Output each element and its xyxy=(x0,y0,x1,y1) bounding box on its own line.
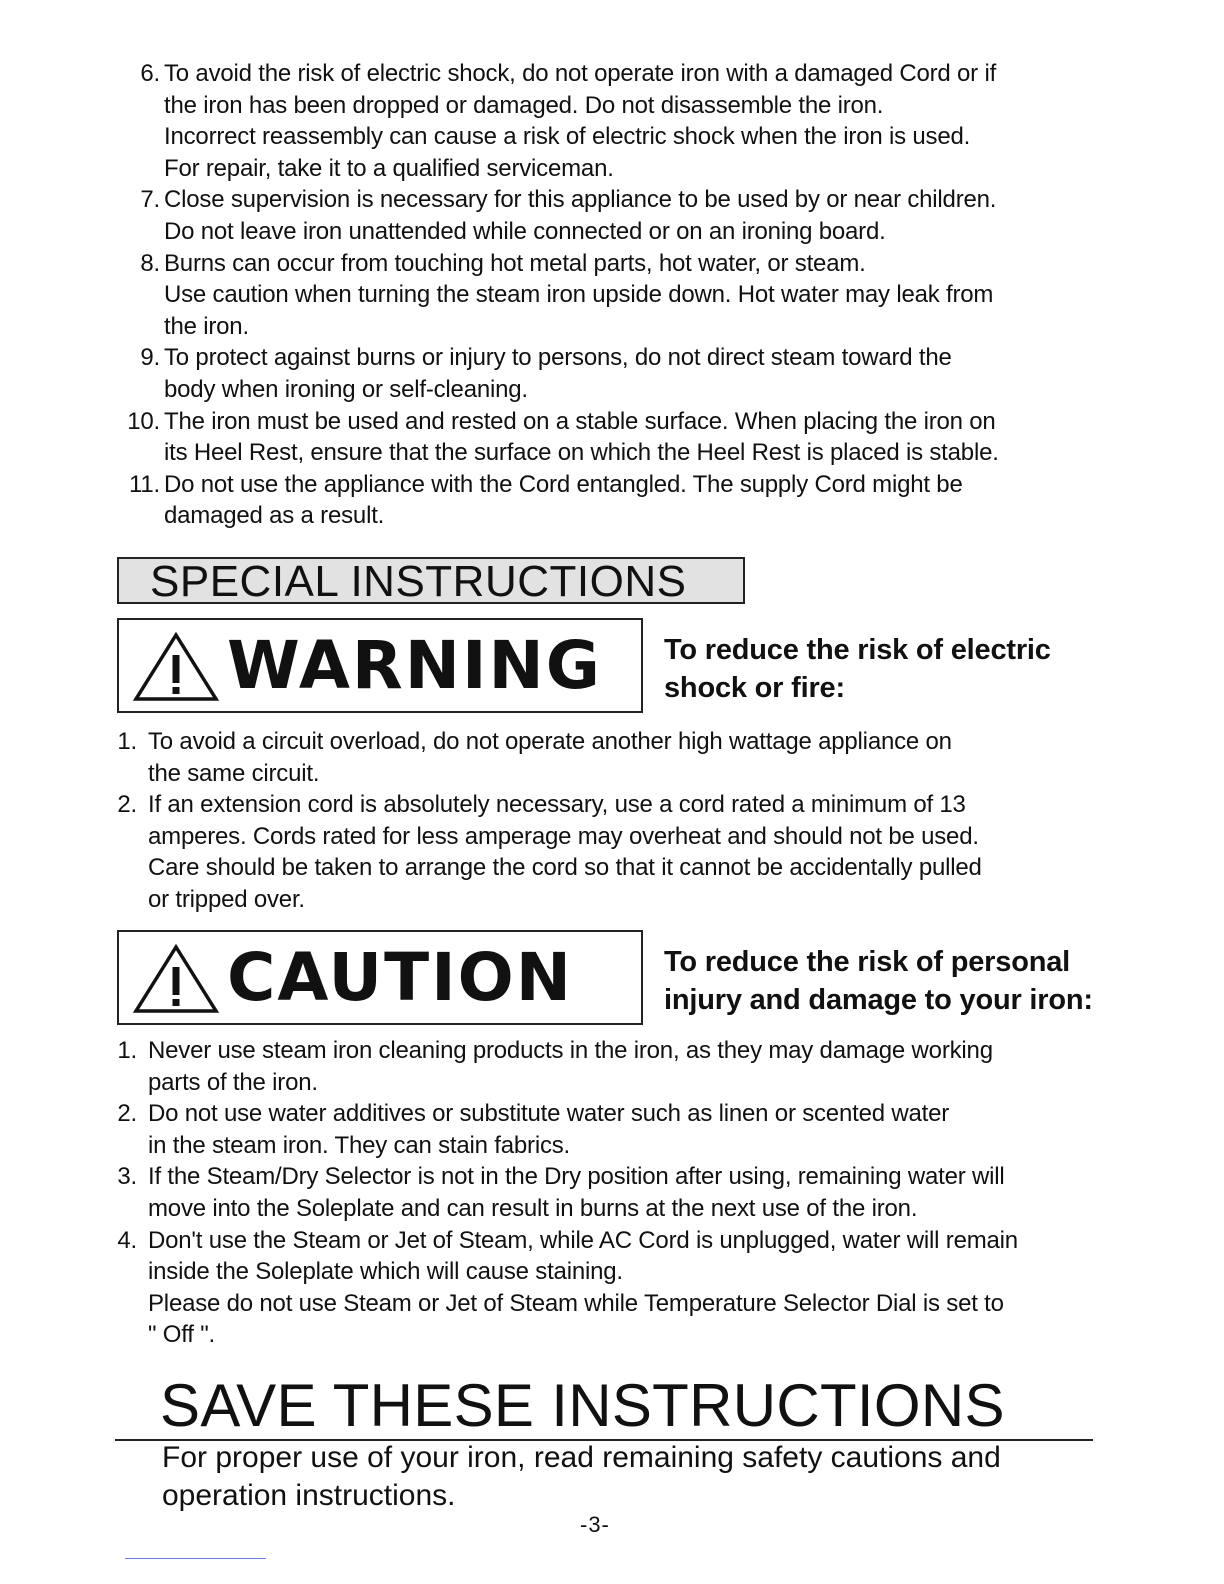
item-text-line: the same circuit. xyxy=(148,759,320,787)
item-text-line: If the Steam/Dry Selector is not in the Dry position after using, remaining water will xyxy=(148,1163,1005,1191)
item-number: 8. xyxy=(140,249,160,277)
warning-item xyxy=(112,789,1112,915)
item-text-line: parts of the iron. xyxy=(148,1068,318,1096)
item-number: 9. xyxy=(140,344,160,372)
save-instructions-heading: SAVE THESE INSTRUCTIONS xyxy=(160,1372,1005,1439)
safety-item xyxy=(118,184,1118,247)
item-text-line: Care should be taken to arrange the cord so that it cannot be accidentally pulled xyxy=(148,854,982,882)
caution-item xyxy=(112,1225,1112,1351)
item-text-line: " Off ". xyxy=(148,1321,216,1349)
save-note-line: For proper use of your iron, read remaining safety cautions and xyxy=(162,1441,1001,1474)
safety-list xyxy=(118,58,1118,532)
caution-list xyxy=(112,1035,1112,1351)
caution-word: CAUTION xyxy=(227,939,573,1016)
warning-box xyxy=(117,618,643,713)
safety-item xyxy=(118,248,1118,343)
item-text-line: To avoid a circuit overload, do not operate another high wattage appliance on xyxy=(148,728,952,755)
caution-subtitle xyxy=(664,943,1093,1019)
safety-item xyxy=(118,469,1118,532)
item-text-line: Do not leave iron unattended while connected or on an ironing board. xyxy=(164,217,886,245)
caution-subtitle-line: To reduce the risk of personal xyxy=(664,946,1071,978)
item-text xyxy=(118,469,1118,532)
item-text xyxy=(112,1098,1112,1161)
item-text xyxy=(112,726,1112,789)
item-text-line: its Heel Rest, ensure that the surface on which the Heel Rest is placed is stable. xyxy=(164,439,999,467)
item-text-line: For repair, take it to a qualified serviceman. xyxy=(164,154,614,182)
item-text xyxy=(112,1225,1112,1351)
warning-triangle-icon xyxy=(132,631,220,703)
item-text-line: Burns can occur from touching hot metal parts, hot water, or steam. xyxy=(164,249,866,277)
item-number: 2. xyxy=(117,791,137,819)
warning-subtitle-line: shock or fire: xyxy=(664,672,845,704)
item-number: 4. xyxy=(117,1226,137,1254)
safety-item xyxy=(118,58,1118,184)
item-text-line: move into the Soleplate and can result in burns at the next use of the iron. xyxy=(148,1194,918,1222)
item-number: 7. xyxy=(140,186,160,214)
item-text-line: To avoid the risk of electric shock, do not operate iron with a damaged Cord or if xyxy=(164,60,997,87)
item-text-line: or tripped over. xyxy=(148,885,305,913)
item-text xyxy=(118,248,1118,343)
item-text-line: Use caution when turning the steam iron upside down. Hot water may leak from xyxy=(164,281,994,309)
item-text-line: the iron. xyxy=(164,312,249,340)
item-text-line: To protect against burns or injury to persons, do not direct steam toward the xyxy=(164,344,952,372)
item-text xyxy=(118,58,1118,184)
warning-list xyxy=(112,726,1112,916)
item-text xyxy=(118,342,1118,405)
caution-item xyxy=(112,1161,1112,1224)
save-note-line: operation instructions. xyxy=(162,1479,456,1512)
item-text-line: the iron has been dropped or damaged. Do not disassemble the iron. xyxy=(164,91,884,119)
warning-subtitle-line: To reduce the risk of electric xyxy=(664,634,1051,666)
item-text-line: Do not use water additives or substitute water such as linen or scented water xyxy=(148,1100,950,1128)
item-number: 10. xyxy=(127,407,160,435)
warning-subtitle xyxy=(664,631,1051,707)
item-number: 3. xyxy=(117,1163,137,1191)
caution-subtitle-line: injury and damage to your iron: xyxy=(664,984,1093,1016)
item-number: 1. xyxy=(117,728,137,755)
item-number: 11. xyxy=(129,470,160,498)
item-text-line: body when ironing or self-cleaning. xyxy=(164,375,528,403)
caution-triangle-icon xyxy=(132,943,220,1015)
item-text-line: Do not use the appliance with the Cord entangled. The supply Cord might be xyxy=(164,470,963,498)
item-text-line: damaged as a result. xyxy=(164,502,385,530)
special-instructions-banner xyxy=(117,557,745,604)
caution-box xyxy=(117,930,643,1025)
item-text-line: The iron must be used and rested on a stable surface. When placing the iron on xyxy=(164,407,996,435)
item-text xyxy=(112,789,1112,915)
item-text xyxy=(112,1161,1112,1224)
page-number: -3- xyxy=(580,1512,610,1537)
item-text xyxy=(118,184,1118,247)
warning-word: WARNING xyxy=(227,627,602,704)
item-text xyxy=(112,1035,1112,1098)
caution-item xyxy=(112,1035,1112,1098)
special-instructions-heading: SPECIAL INSTRUCTIONS xyxy=(150,557,687,606)
warning-item xyxy=(112,726,1112,789)
item-number: 6. xyxy=(140,60,160,87)
item-text-line: Don't use the Steam or Jet of Steam, while AC Cord is unplugged, water will remain xyxy=(148,1226,1018,1254)
item-text-line: in the steam iron. They can stain fabrics. xyxy=(148,1131,571,1159)
footer-link-line xyxy=(125,1558,266,1559)
item-text-line: Close supervision is necessary for this appliance to be used by or near children. xyxy=(164,186,997,214)
item-text-line: Incorrect reassembly can cause a risk of electric shock when the iron is used. xyxy=(164,123,971,151)
save-note xyxy=(162,1439,1001,1515)
caution-item xyxy=(112,1098,1112,1161)
item-text xyxy=(118,406,1118,469)
item-text-line: amperes. Cords rated for less amperage may overheat and should not be used. xyxy=(148,822,979,850)
item-text-line: Please do not use Steam or Jet of Steam while Temperature Selector Dial is set to xyxy=(148,1289,1004,1317)
safety-item xyxy=(118,406,1118,469)
item-text-line: inside the Soleplate which will cause staining. xyxy=(148,1258,623,1286)
item-number: 1. xyxy=(117,1037,137,1064)
item-text-line: If an extension cord is absolutely necessary, use a cord rated a minimum of 13 xyxy=(148,791,966,819)
item-text-line: Never use steam iron cleaning products in the iron, as they may damage working xyxy=(148,1037,993,1064)
item-number: 2. xyxy=(117,1100,137,1128)
safety-item xyxy=(118,342,1118,405)
